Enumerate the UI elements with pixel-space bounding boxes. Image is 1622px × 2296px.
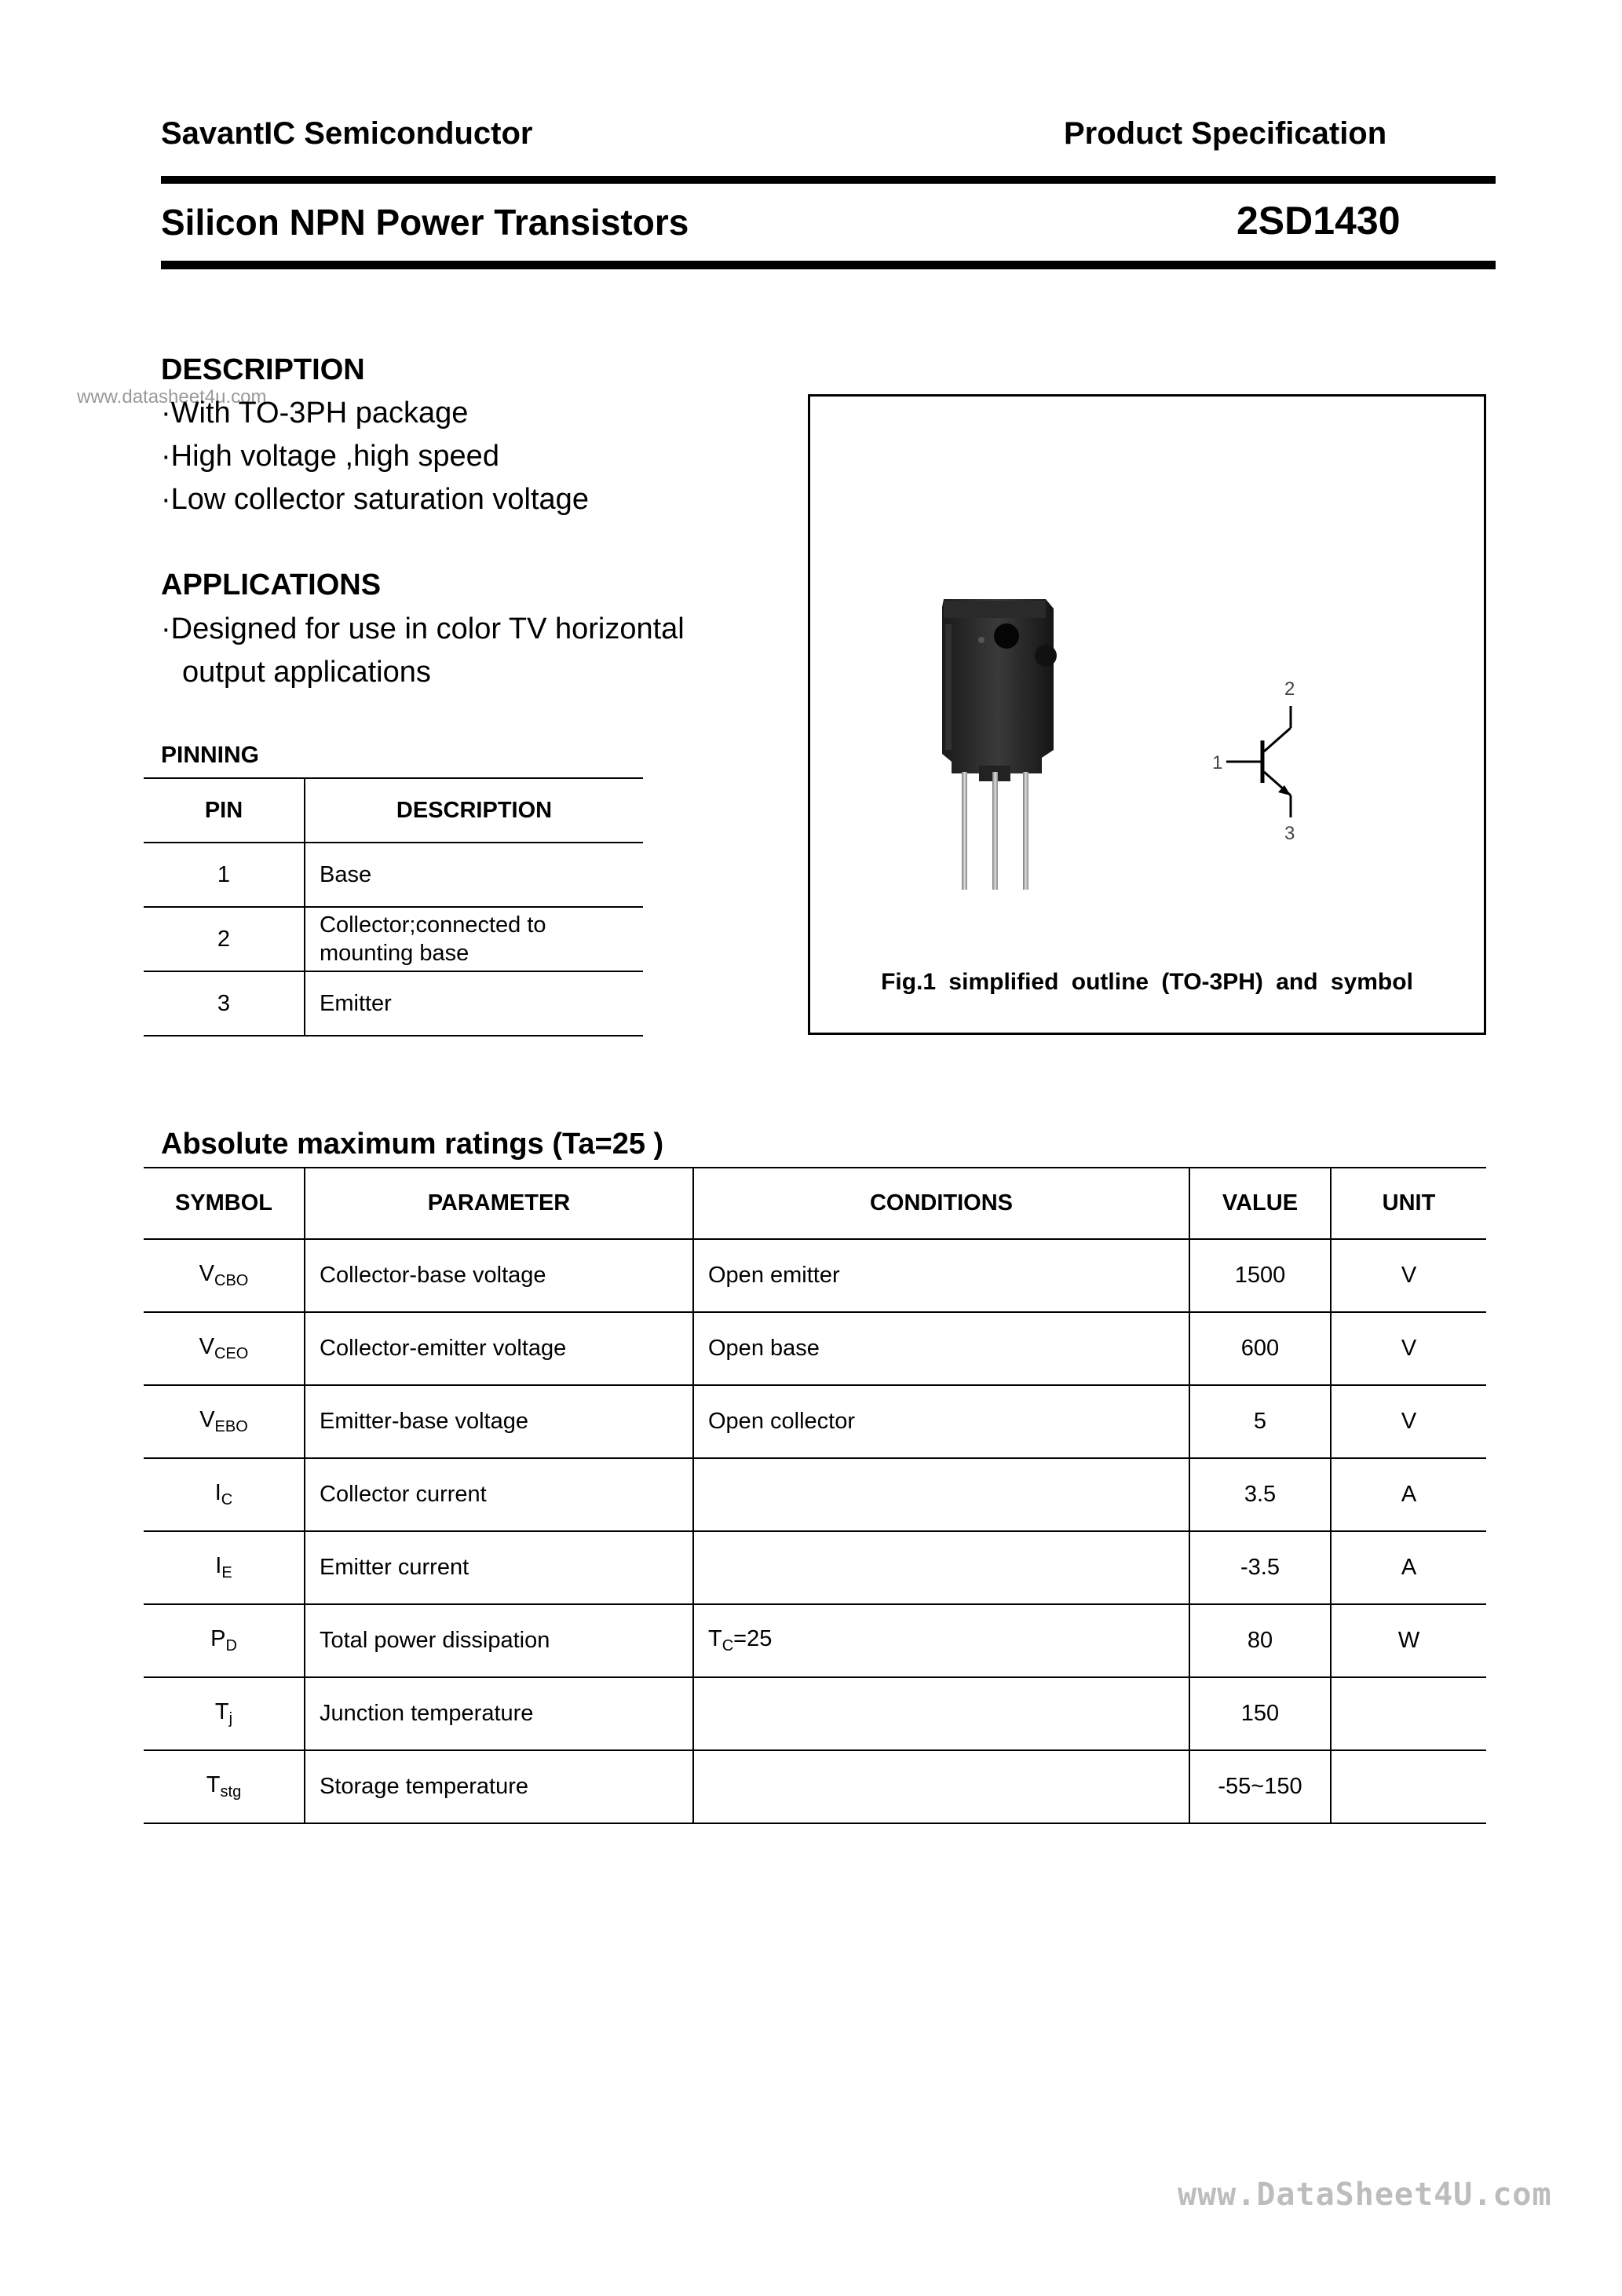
unit-cell: A [1331,1458,1486,1531]
conditions-cell [693,1531,1189,1604]
symbol-cell: $I_C$ [144,1458,305,1531]
parameter-cell: Collector-emitter voltage [305,1312,693,1385]
unit-cell: V [1331,1239,1486,1312]
pin-header: PIN [144,778,305,843]
symbol-cell: $P_D$ [144,1604,305,1677]
conditions-cell: Open emitter [693,1239,1189,1312]
parameter-cell: Collector-base voltage [305,1239,693,1312]
table-row [144,971,643,1036]
unit-cell: A [1331,1531,1486,1604]
conditions-header: CONDITIONS [693,1168,1189,1239]
parameter-cell: Emitter current [305,1531,693,1604]
table-row [144,1604,1486,1677]
parameter-cell: Collector current [305,1458,693,1531]
company-name: SavantIC Semiconductor [161,116,533,151]
parameter-header: PARAMETER [305,1168,693,1239]
table-row [144,907,643,971]
product-title: Silicon NPN Power Transistors [161,202,689,243]
watermark-link[interactable]: www.datasheet4u.com [77,386,267,408]
table-row [144,1750,1486,1823]
value-cell: -55~150 [1189,1750,1331,1823]
table-row [144,1458,1486,1531]
unit-cell [1331,1677,1486,1750]
header-rule-top [161,176,1496,184]
value-header: VALUE [1189,1168,1331,1239]
pin-description: Collector;connected to mounting base [305,907,643,971]
symbol-header: SYMBOL [144,1168,305,1239]
value-cell: 5 [1189,1385,1331,1458]
parameter-cell: Emitter-base voltage [305,1385,693,1458]
symbol-cell: $V_{EBO}$ [144,1385,305,1458]
table-header-row [144,778,643,843]
value-cell: 80 [1189,1604,1331,1677]
unit-cell: V [1331,1312,1486,1385]
conditions-cell [693,1458,1189,1531]
conditions-cell: $T_C=25$ [693,1604,1189,1677]
symbol-cell: $V_{CBO}$ [144,1239,305,1312]
conditions-cell: Open base [693,1312,1189,1385]
unit-header: UNIT [1331,1168,1486,1239]
description-item: ·High voltage ,high speed [161,440,499,473]
npn-transistor-symbol [1203,671,1344,852]
header-rule-bottom [161,261,1496,269]
unit-cell: V [1331,1385,1486,1458]
symbol-cell: $I_E$ [144,1531,305,1604]
symbol-cell: $T_{stg}$ [144,1750,305,1823]
symbol-pin-label: 1 [1212,752,1223,773]
figure-box [808,394,1486,1035]
table-row [144,1239,1486,1312]
applications-title: APPLICATIONS [161,569,382,601]
description-item: ·With TO-3PH package [161,397,469,430]
symbol-pin-label: 3 [1284,823,1295,844]
value-cell: 150 [1189,1677,1331,1750]
table-row [144,1677,1486,1750]
document-type: Product Specification [1064,116,1387,151]
pin-description: Base [305,843,643,907]
pinning-table [144,777,643,1036]
unit-cell: W [1331,1604,1486,1677]
description-title: DESCRIPTION [161,353,365,386]
conditions-cell [693,1677,1189,1750]
applications-line: output applications [182,656,431,689]
table-header-row [144,1168,1486,1239]
symbol-pin-label: 2 [1284,678,1295,700]
parameter-cell: Total power dissipation [305,1604,693,1677]
footer-watermark[interactable]: www.DataSheet4U.com [1178,2177,1552,2213]
ratings-title: Absolute maximum ratings (Ta=25 ) [161,1128,664,1161]
table-row [144,1312,1486,1385]
conditions-cell [693,1750,1189,1823]
pin-number: 2 [144,907,305,971]
unit-cell [1331,1750,1486,1823]
description-header: DESCRIPTION [305,778,643,843]
description-item: ·Low collector saturation voltage [161,483,589,516]
value-cell: 1500 [1189,1239,1331,1312]
value-cell: 600 [1189,1312,1331,1385]
ratings-table [144,1167,1486,1824]
table-row [144,1385,1486,1458]
pinning-title: PINNING [161,742,260,768]
parameter-cell: Storage temperature [305,1750,693,1823]
part-number: 2SD1430 [1237,199,1401,243]
pin-description: Emitter [305,971,643,1036]
conditions-cell: Open collector [693,1385,1189,1458]
symbol-cell: $V_{CEO}$ [144,1312,305,1385]
table-row [144,843,643,907]
package-outline-image [936,593,1124,907]
table-row [144,1531,1486,1604]
pin-number: 1 [144,843,305,907]
applications-line: ·Designed for use in color TV horizontal [161,612,685,645]
value-cell: -3.5 [1189,1531,1331,1604]
parameter-cell: Junction temperature [305,1677,693,1750]
figure-caption: Fig.1 simplified outline (TO-3PH) and symbol [881,969,1413,995]
value-cell: 3.5 [1189,1458,1331,1531]
symbol-cell: $T_j$ [144,1677,305,1750]
pin-number: 3 [144,971,305,1036]
